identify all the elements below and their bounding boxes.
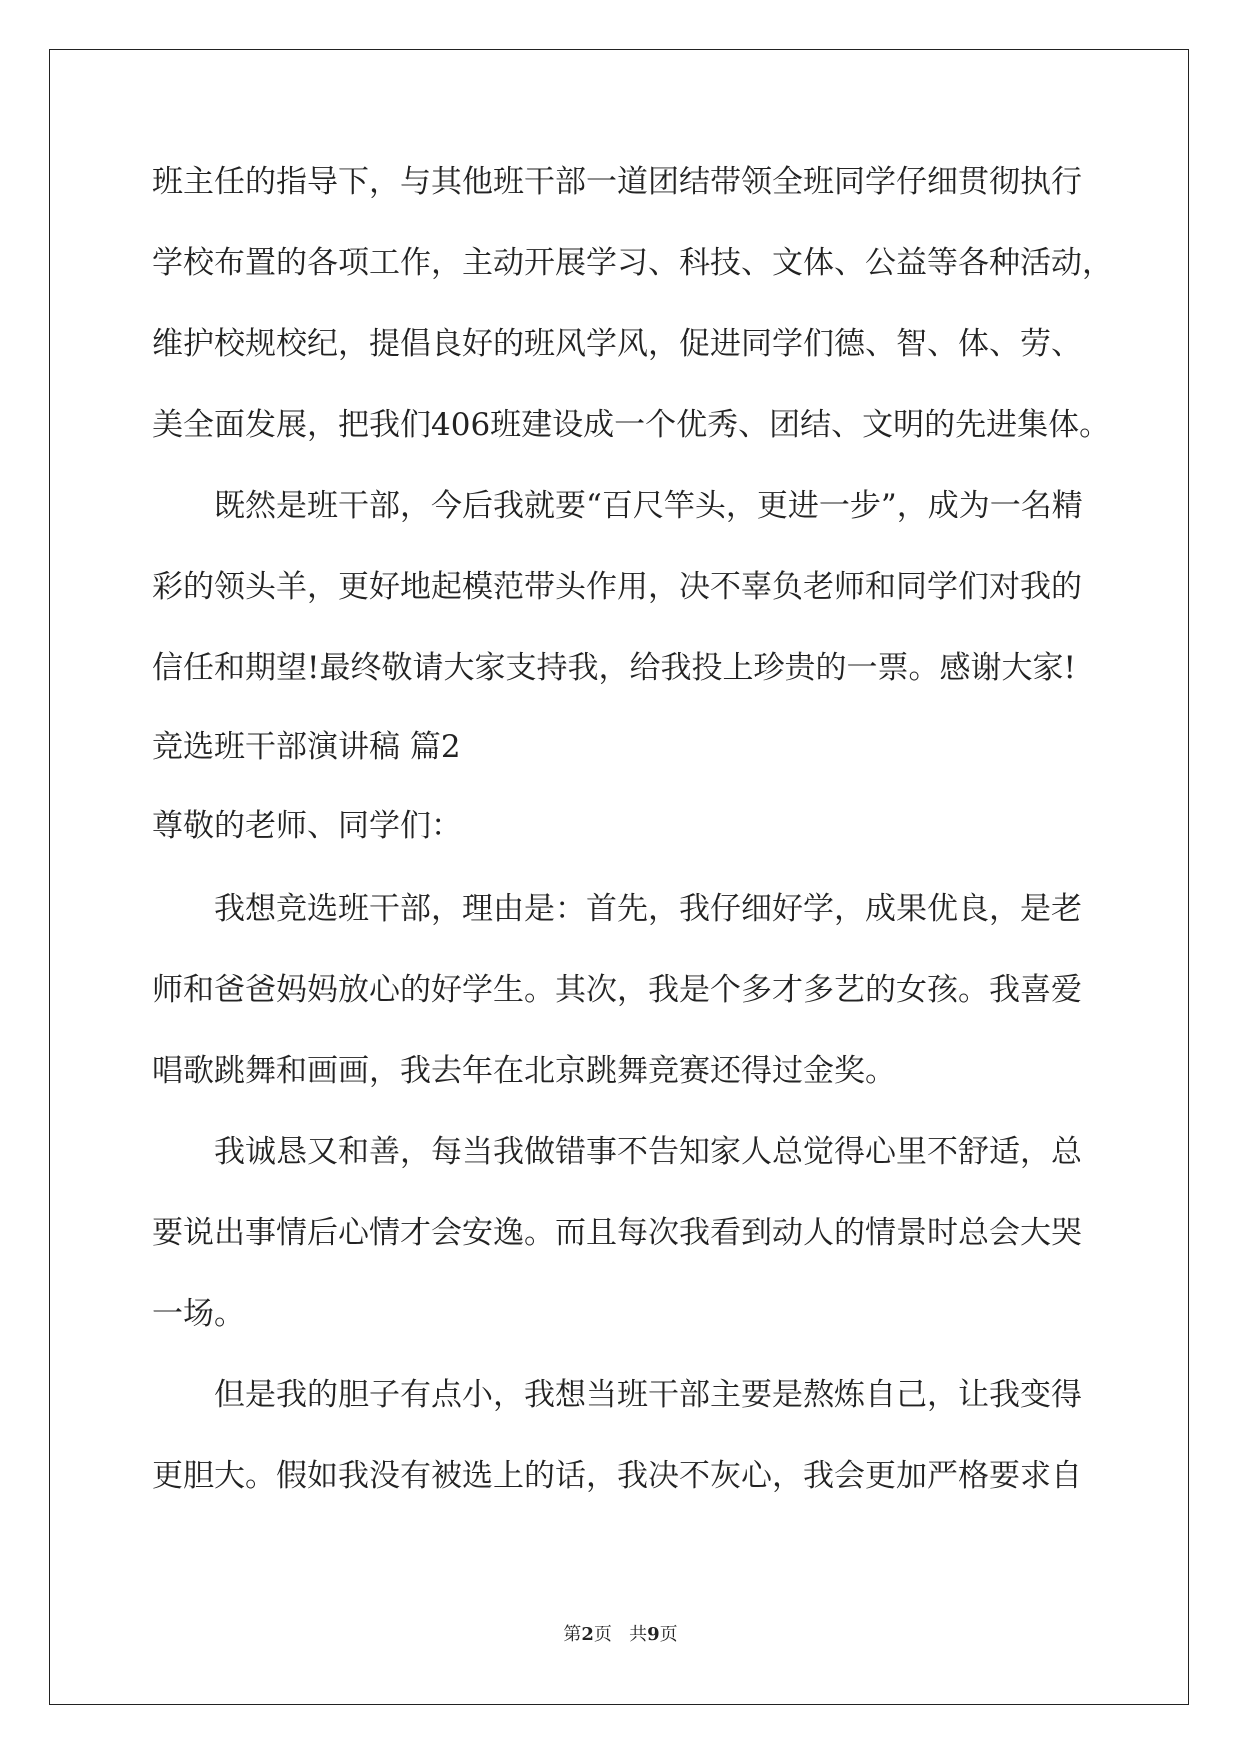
- body-line: 师和爸爸妈妈放心的好学生。其次，我是个多才多艺的女孩。我喜爱: [152, 972, 1082, 1008]
- body-line: 美全面发展，把我们406班建设成一个优秀、团结、文明的先进集体。: [152, 407, 1111, 443]
- body-line: 一场。: [152, 1296, 245, 1332]
- total-pages-number: 9: [647, 1624, 660, 1645]
- body-line: 信任和期望!最终敬请大家支持我，给我投上珍贵的一票。感谢大家!: [152, 650, 1076, 686]
- body-line: 唱歌跳舞和画画，我去年在北京跳舞竞赛还得过金奖。: [152, 1053, 896, 1089]
- section-heading: 竞选班干部演讲稿 篇2: [152, 729, 461, 765]
- current-page-number: 2: [581, 1624, 594, 1645]
- body-line: 更胆大。假如我没有被选上的话，我决不灰心，我会更加严格要求自: [152, 1458, 1082, 1494]
- salutation: 尊敬的老师、同学们：: [152, 808, 462, 844]
- body-line: 我想竞选班干部，理由是：首先，我仔细好学，成果优良，是老: [214, 891, 1082, 927]
- body-line: 但是我的胆子有点小，我想当班干部主要是熬炼自己，让我变得: [214, 1377, 1082, 1413]
- footer-middle: 页 共: [593, 1624, 648, 1645]
- body-line: 彩的领头羊，更好地起模范带头作用，决不辜负老师和同学们对我的: [152, 569, 1082, 605]
- body-line: 既然是班干部，今后我就要“百尺竿头，更进一步”，成为一名精: [214, 488, 1083, 524]
- body-line: 班主任的指导下，与其他班干部一道团结带领全班同学仔细贯彻执行: [152, 164, 1082, 200]
- body-line: 学校布置的各项工作，主动开展学习、科技、文体、公益等各种活动，: [152, 245, 1113, 281]
- body-line: 我诚恳又和善，每当我做错事不告知家人总觉得心里不舒适，总: [214, 1134, 1082, 1170]
- footer-prefix: 第: [563, 1624, 582, 1645]
- body-line: 要说出事情后心情才会安逸。而且每次我看到动人的情景时总会大哭: [152, 1215, 1082, 1251]
- body-line: 维护校规校纪，提倡良好的班风学风，促进同学们德、智、体、劳、: [152, 326, 1082, 362]
- footer-suffix: 页: [659, 1624, 678, 1645]
- page-footer: [0, 1620, 1241, 1646]
